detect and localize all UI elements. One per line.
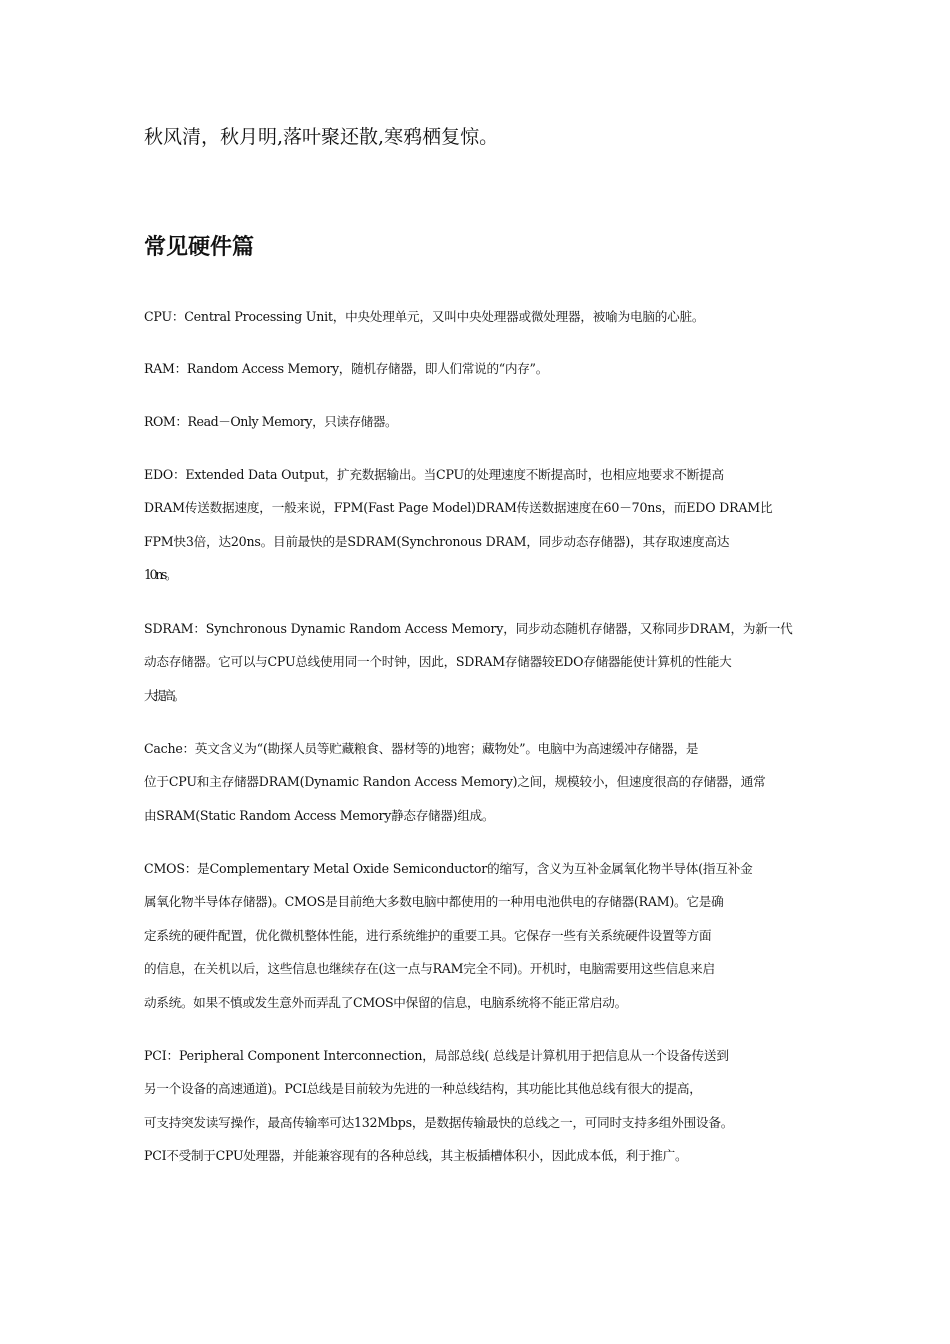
entry-line: 位于CPU和主存储器DRAM(Dynamic Randon Access Memory)之间，规模较小，但速度很高的存储器，通常	[144, 774, 766, 790]
entry-line: CMOS：是Complementary Metal Oxide Semiconductor的缩写，含义为互补金属氧化物半导体(指互补金	[144, 861, 753, 876]
entry-line: 大提高。	[144, 687, 183, 703]
entry-line: DRAM传送数据速度，一般来说，FPM(Fast Page Model)DRAM传送数据速度在60－70ns，而EDO DRAM比	[144, 500, 773, 516]
entry-line: PCI不受制于CPU处理器，并能兼容现有的各种总线，其主板插槽体积小，因此成本低，利于推广。	[144, 1148, 688, 1164]
entry-line: SDRAM：Synchronous Dynamic Random Access Memory，同步动态随机存储器，又称同步DRAM，为新一代	[144, 621, 793, 636]
entry-pci	[144, 1039, 824, 1173]
entry-line: 可支持突发读写操作，最高传输率可达132Mbps，是数据传输最快的总线之一，可同时支持多组外围设备。	[144, 1114, 734, 1130]
entry-line: 由SRAM(Static Random Access Memory静态存储器)组成。	[144, 807, 495, 823]
entry-cpu	[144, 300, 824, 333]
entry-cache	[144, 732, 824, 832]
entry-line: 动态存储器。它可以与CPU总线使用同一个时钟，因此，SDRAM存储器较EDO存储器能使计算机的性能大	[144, 654, 732, 670]
entry-cmos	[144, 852, 824, 1019]
entry-line: 属氧化物半导体存储器)。CMOS是目前绝大多数电脑中都使用的一种用电池供电的存储器(RAM)。它是确	[144, 894, 724, 910]
entry-sdram	[144, 612, 824, 712]
entry-line: RAM：Random Access Memory，随机存储器，即人们常说的“内存”。	[144, 361, 549, 376]
entry-rom	[144, 405, 824, 438]
entry-edo	[144, 458, 824, 592]
entry-line: CPU：Central Processing Unit，中央处理单元，又叫中央处理器或微处理器，被喻为电脑的心脏。	[144, 309, 705, 324]
entry-line: 的信息，在关机以后，这些信息也继续存在(这一点与RAM完全不同)。开机时，电脑需要用这些信息来启	[144, 961, 715, 977]
entry-line: FPM快3倍，达20ns。目前最快的是SDRAM(Synchronous DRAM，同步动态存储器)，其存取速度高达	[144, 533, 730, 549]
entry-line: 定系统的硬件配置，优化微机整体性能，进行系统维护的重要工具。它保存一些有关系统硬件设置等方面	[144, 927, 712, 943]
entry-line: Cache：英文含义为“(勘探人员等贮藏粮食、器材等的)地窖；藏物处”。电脑中为高速缓冲存储器，是	[144, 741, 699, 756]
entry-ram	[144, 352, 824, 385]
section-heading: 常见硬件篇	[144, 234, 255, 260]
entry-line: 动系统。如果不慎或发生意外而弄乱了CMOS中保留的信息，电脑系统将不能正常启动。	[144, 994, 627, 1010]
poem-line: 秋风清，秋月明,落叶聚还散,寒鸦栖复惊。	[144, 126, 499, 148]
entry-line: PCI：Peripheral Component Interconnection，局部总线( 总线是计算机用于把信息从一个设备传送到	[144, 1048, 729, 1063]
entry-line: EDO：Extended Data Output，扩充数据输出。当CPU的处理速度不断提高时，也相应地要求不断提高	[144, 467, 724, 482]
entry-line: ROM：Read－Only Memory，只读存储器。	[144, 414, 398, 429]
entry-line: 另一个设备的高速通道)。PCI总线是目前较为先进的一种总线结构，其功能比其他总线有很大的提高，	[144, 1081, 702, 1097]
entry-line: 10ns。	[144, 567, 176, 583]
